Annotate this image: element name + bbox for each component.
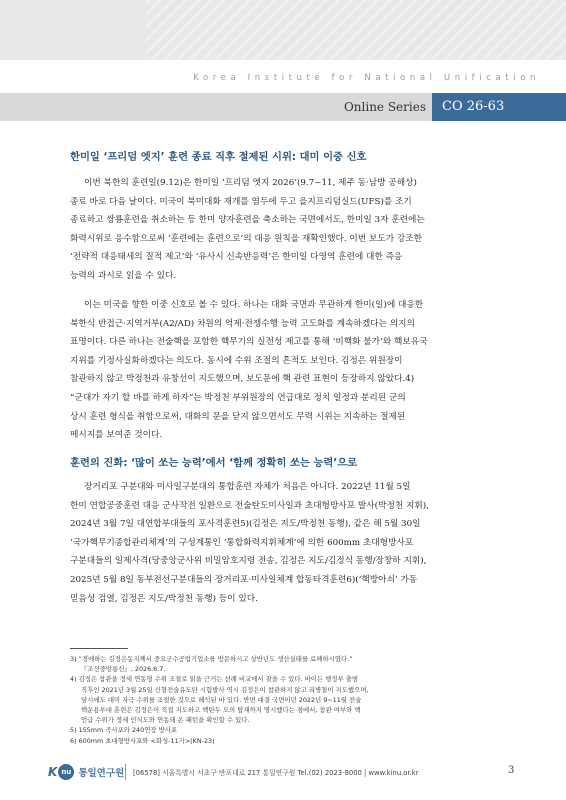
text-line: 이는 미국을 향한 이중 신호로 볼 수 있다. 하나는 대화 국면과 무관하게 한미(일)에 대응한 bbox=[84, 300, 424, 310]
text-line: 지위를 기정사실화하겠다는 의도다. 동시에 수위 조절의 흔적도 보인다. 김정은 위원장이 bbox=[70, 355, 403, 366]
series-code: CO 26-63 bbox=[432, 93, 566, 121]
logo-text: 통일연구원 bbox=[78, 768, 125, 779]
text-line: 종료하고 쌍룡훈련을 취소하는 등 한미 양자훈련을 축소하는 국면에서도, 한미일 3자 훈련에는 bbox=[70, 215, 425, 226]
header-pattern bbox=[146, 0, 566, 60]
institute-name: Korea Institute for National Unification bbox=[193, 73, 540, 83]
text-line: 믿음성 검열, 김정은 지도/박정천 동행) 등이 있다. bbox=[70, 593, 258, 604]
section-heading-1: 한미일 ‘프리덤 엣지’ 훈련 종료 직후 절제된 시위: 대미 이중 신호 bbox=[70, 151, 367, 163]
text-line: “군대가 자기 할 바를 하게 하자”는 박정천 부위원장의 언급대로 정치 일정과 분리된 군의 bbox=[70, 392, 406, 403]
page-number: 3 bbox=[508, 765, 515, 776]
section1-paragraph-2 bbox=[70, 296, 510, 445]
text-line: 2025년 5월 8일 동부전선구분대들의 장거리포·미사일체계 합동타격훈련6)(‘핵방아쇠’ 가동 bbox=[70, 574, 418, 585]
footnote-line: 핵운용부대 훈련은 김정은이 직접 지도하고 핵탄두 모의 탑재까지 명시했다는 점에서, 참관 여부와 핵 bbox=[81, 706, 361, 715]
text-line: 참관하지 않고 박정천과 유창선이 지도했으며, 보도문에 핵 관련 표현이 등장하지 않았다.4) bbox=[70, 374, 415, 385]
footnote-line: 당시에도 대미 자극 수위를 조절한 것으로 해석된 바 있다. 반면 대결 국면이던 2022년 9~11월 전술 bbox=[81, 695, 362, 704]
footnote-line: 『조선중앙통신』, 2026.6.7. bbox=[81, 665, 166, 674]
section1-paragraph-1 bbox=[70, 174, 510, 286]
footnote-line: 직후인 2021년 3월 25일 신형전술유도탄 시험발사 역시 김정은이 참관하지 않고 리병철이 지도했으며, bbox=[81, 685, 369, 694]
kinu-logo bbox=[48, 763, 124, 781]
text-line: 메시지를 보여준 것이다. bbox=[70, 430, 163, 441]
footnote-line: 4) 김정은 참관을 정세 연동형 수위 조절로 읽을 근거는 선례 비교에서 찾을 수 있다. 바이든 행정부 출범 bbox=[70, 675, 359, 684]
text-line: 장거리포 구분대와 미사일구분대의 통합훈련 자체가 처음은 아니다. 2022년 11월 5일 bbox=[84, 482, 411, 492]
footnote-line: 5) 155mm 곡사포와 240연장 방사포 bbox=[70, 726, 178, 735]
text-line: 구분대들의 일제사격(당중앙군사위 비밀암호지령 전송, 김정은 지도/김정식 동행/장창하 지휘), bbox=[70, 556, 427, 567]
series-label: Online Series bbox=[343, 100, 426, 114]
footer-separator bbox=[125, 764, 126, 780]
logo-mark: K bbox=[48, 765, 58, 779]
section-heading-2: 훈련의 진화: ‘많이 쏘는 능력’에서 ‘함께 정확히 쏘는 능력’으로 bbox=[70, 457, 358, 469]
text-line: ‘전략적 대응태세의 질적 제고’와 ‘유사시 신속반응력’은 한미일 다영역 훈련에 대한 즉응 bbox=[70, 252, 403, 263]
footnote-line: 언급 수위가 정세 인식도와 연동돼 온 패턴을 확인할 수 있다. bbox=[81, 716, 250, 725]
section2-paragraph-1 bbox=[70, 478, 510, 608]
footnote-divider bbox=[70, 648, 128, 649]
text-line: 능력의 과시로 읽을 수 있다. bbox=[70, 270, 177, 281]
text-line: 북한식 반접근·지역거부(A2/AD) 차원의 억제·전쟁수행 능력 고도화를 계속하겠다는 의지의 bbox=[70, 318, 415, 329]
text-line: 종료 바로 다음 날이다. 미국이 북미대화 재개를 염두에 두고 을지프리덤실드(UFS)를 조기 bbox=[70, 196, 412, 207]
footnote-line: 6) 600mm 초대형방사포와 <화성-11가>(KN-23) bbox=[70, 736, 215, 745]
text-line: 화력시위로 응수함으로써 ‘훈련에는 훈련으로’의 대응 원칙을 재확인했다. 이번 보도가 강조한 bbox=[70, 233, 423, 244]
text-line: 상시 훈련 형식을 취함으로써, 대화의 문을 닫지 않으면서도 무력 시위는 지속하는 절제된 bbox=[70, 411, 406, 422]
text-line: 2024년 3월 7일 대연합부대들의 포사격훈련5)(김정은 지도/박정천 동행), 같은 해 5월 30일 bbox=[70, 519, 421, 530]
header-band bbox=[0, 0, 566, 60]
footnote-line: 3) “경애하는 김정은동지께서 중요군수공업기업소를 방문하시고 상반년도 생산실태를 료해하시였다.” bbox=[70, 655, 353, 663]
text-line: 한미 연합공중훈련 대응 군사작전 일환으로 전술탄도미사일과 초대형방사포 발사(박정천 지휘), bbox=[70, 500, 429, 511]
footer-address: [06578] 서울특별시 서초구 반포대로 217 통일연구원 Tel.(02) 2023-8000 | www.kinu.or.kr bbox=[133, 769, 419, 777]
text-line: 이번 북한의 훈련일(9.12)은 한미일 ‘프리덤 엣지 2026’(9.7~11, 제주 동·남방 공해상) bbox=[84, 178, 417, 188]
footnotes bbox=[70, 654, 510, 746]
text-line: 표명이다. 다른 하나는 전술핵을 포함한 핵무기의 실전성 제고를 통해 ‘비핵화 불가’와 핵보유국 bbox=[70, 337, 428, 348]
text-line: ‘국가핵무기종합관리체계’의 구성계통인 ‘통합화력지휘체계’에 의한 600mm 초대형방사포 bbox=[70, 537, 414, 548]
logo-circle: nu bbox=[58, 764, 74, 780]
